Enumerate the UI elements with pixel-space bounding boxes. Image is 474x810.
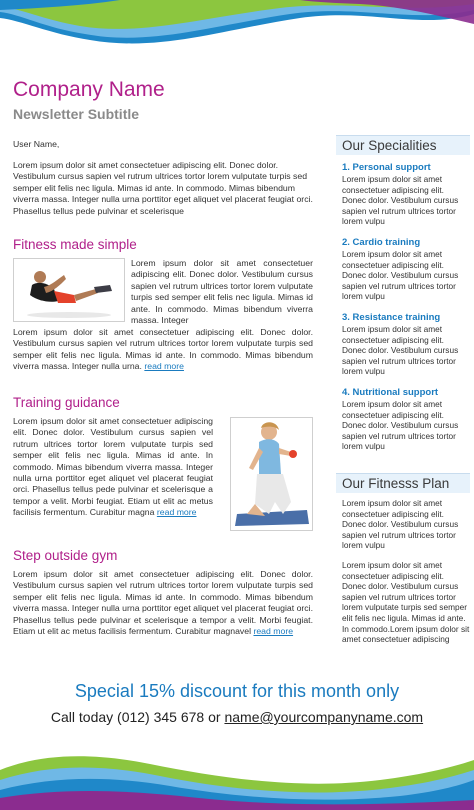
specialities-heading: Our Specialities [336,135,470,155]
fitness-body: Lorem ipsum dolor sit amet consectetuer adipiscing elit. Donec dolor. Vestibulum cursus sapien vel rutrum ultrices tortor lorem vulputate turpis sed semper elit felis nec ligula. Mimas id ante. In commodo. Mimas bibendum viverra massa. Integer nulla urna. [13,327,313,372]
outside-body: Lorem ipsum dolor sit amet consectetuer adipiscing elit. Donec dolor. Vestibulum cursus sapien vel rutrum ultrices tortor lorem vulputate turpis sed semper elit felis nec ligula. Mimas id ante. In commodo. Mimas bibendum viverra massa. Integer nulla urna porttitor eget aliquet vel placerat feugiat orci. Phasellus tellus pede pulvinar et scelerisque a tempor a velit. Morbi feugiat. Etiam ut elit ac metus facilisis fermentum. Curabitur magnavel [13,569,313,637]
fitness-plan-paragraph-2: Lorem ipsum dolor sit amet consectetuer adipiscing elit. Donec dolor. Vestibulum cursus sapien vel rutrum ultrices tortor lorem vulputate turpis sed semper elit felis nec ligula. Mimas id ante. In commodo.Lorem ipsum dolor sit amet consectetuer adipiscing [342,560,470,645]
discount-promo: Special 15% discount for this month only [74,681,400,701]
fitness-body-text [13,327,313,373]
fitness-plan-heading: Our Fitnesss Plan [336,473,470,493]
speciality-body-personal: Lorem ipsum dolor sit amet consectetuer adipiscing elit. Donec dolor. Vestibulum cursus sapien vel rutrum ultrices tortor lorem vulpu [342,174,459,227]
speciality-title-cardio: 2. Cardio training [342,237,421,248]
section-title-outside: Step outside gym [13,548,118,563]
fitness-read-more-link[interactable]: read more [144,361,184,372]
training-photo [230,417,313,531]
training-body: Lorem ipsum dolor sit amet consectetuer adipiscing elit. Donec dolor. Vestibulum cursus sapien vel rutrum ultrices tortor lorem vulputate turpis sed semper elit felis nec ligula. Mimas id ante. In commodo. Mimas bibendum viverra massa. Integer nulla urna porttitor eget aliquet vel placerat feugiat orci. Phasellus tellus pede pulvinar et scelerisque a tempor a velit. Morbi feugiat. Etiam ut elit ac metus facilisis fermentum. Curabitur magna [13,416,213,518]
footer-wave-graphic [0,750,474,810]
newsletter-subtitle: Newsletter Subtitle [13,106,140,122]
fitness-photo [13,258,125,322]
contact-line [0,709,474,725]
outside-read-more-link[interactable]: read more [253,626,294,637]
header-wave-graphic [0,0,474,60]
fitness-side-text: Lorem ipsum dolor sit amet consectetuer adipiscing elit. Donec dolor. Vestibulum cursus sapien vel rutrum ultrices tortor lorem vulputate turpis sed semper elit felis nec ligula. Mimas id ante. In commodo. Mimas bibendum viverra massa. Integer [131,258,313,326]
speciality-title-nutrition: 4. Nutritional support [342,387,439,398]
company-name: Company Name [13,78,165,101]
call-text: Call today (012) 345 678 or [50,709,225,725]
speciality-title-personal: 1. Personal support [342,162,431,173]
speciality-title-resistance: 3. Resistance training [342,312,441,323]
speciality-body-nutrition: Lorem ipsum dolor sit amet consectetuer adipiscing elit. Donec dolor. Vestibulum cursus sapien vel rutrum ultrices tortor lorem vulpu [342,399,459,452]
fitness-plan-paragraph-1: Lorem ipsum dolor sit amet consectetuer adipiscing elit. Donec dolor. Vestibulum cursus sapien vel rutrum ultrices tortor lorem vulpu [342,498,459,551]
intro-paragraph: Lorem ipsum dolor sit amet consectetuer adipiscing elit. Donec dolor. Vestibulum cursus sapien vel rutrum ultrices tortor lorem vulputate turpis sed semper elit felis nec ligula. Mimas id ante. In commodo. Mimas bibendum viverra massa. Integer nulla urna porttitor eget aliquet vel placerat feugiat orci. Phasellus tellus pede pulvinar et scelerisque [13,160,313,216]
speciality-body-cardio: Lorem ipsum dolor sit amet consectetuer adipiscing elit. Donec dolor. Vestibulum cursus sapien vel rutrum ultrices tortor lorem vulpu [342,249,459,302]
section-title-fitness: Fitness made simple [13,237,137,252]
greeting: User Name, [13,139,60,149]
training-read-more-link[interactable]: read more [156,507,197,518]
speciality-body-resistance: Lorem ipsum dolor sit amet consectetuer adipiscing elit. Donec dolor. Vestibulum cursus sapien vel rutrum ultrices tortor lorem vulpu [342,324,459,377]
section-title-training: Training guidance [13,395,120,410]
email-link[interactable]: name@yourcompanyname.com [224,709,424,725]
training-body-text [13,416,213,519]
outside-body-text [13,569,313,637]
